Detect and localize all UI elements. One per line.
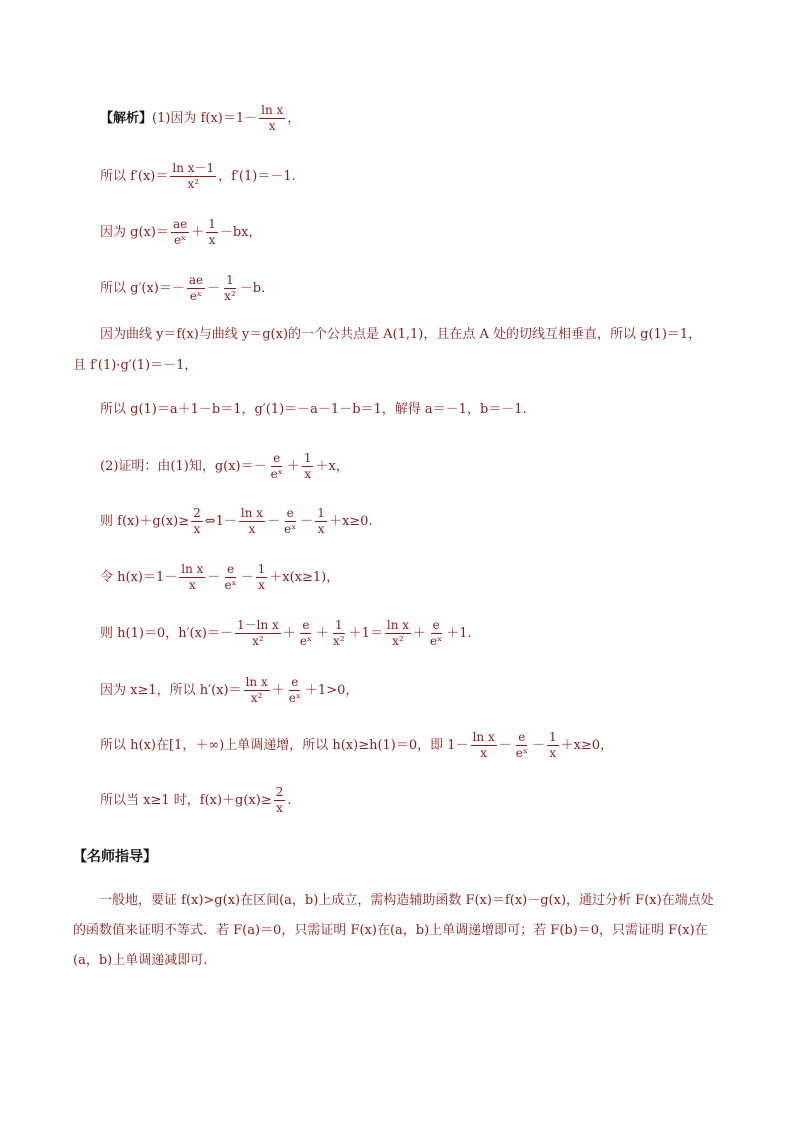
fraction: $\frac{2}{x}$ (275, 785, 284, 815)
text: ＋ (282, 625, 296, 641)
text: ＋ (271, 682, 285, 698)
text: ＋x≥0， (560, 737, 614, 753)
solution-line-14 (100, 786, 292, 815)
text: 且 f′(1)·g′(1)＝－1， (73, 358, 198, 373)
fraction: $\frac{1}{\text{x²}}$ (224, 273, 236, 303)
text: ＋1. (446, 625, 472, 641)
text: ＋ (413, 625, 427, 641)
fraction: $\frac{\text{ln x}}{x}$ (472, 730, 495, 760)
fraction: $\frac{e}{\text{eˣ}}$ (430, 618, 443, 648)
fraction: $\frac{e}{\text{eˣ}}$ (299, 618, 312, 648)
fraction: $\frac{1}{x}$ (257, 562, 266, 592)
text: ＋x， (315, 458, 349, 474)
text: ，f′(1)＝－1. (218, 168, 296, 184)
text: － (498, 737, 512, 753)
solution-line-8 (100, 452, 349, 481)
text: 因为 g(x)＝ (100, 224, 169, 240)
fraction: $\frac{2}{x}$ (193, 506, 201, 536)
fraction: $\frac{\text{ln x－1}}{\text{x²}}$ (172, 161, 215, 191)
solution-line-1 (100, 104, 300, 133)
text: (1)因为 f(x)＝1－ (152, 110, 258, 126)
fraction: $\frac{1}{x}$ (317, 506, 325, 536)
solution-label: 【解析】 (100, 110, 153, 126)
solution-line-13 (100, 731, 613, 760)
fraction: $\frac{\text{ln x}}{x}$ (181, 562, 204, 592)
fraction: $\frac{\text{ln x}}{x}$ (240, 506, 264, 536)
solution-line-4 (100, 274, 265, 303)
guide-paragraph: 一般地，要证 f(x)>g(x)在区间(a，b)上成立，需构造辅助函数 F(x)＝f(x)－g(x)，通过分析 F(x)在端点处的函数值来证明不等式．若 F(a)＝0，只需证明 F(x)在(a，b)上单调递增即可；若 F(b)＝0，只需证明 F(x)在(a，b)上单调递减即可. (73, 893, 714, 968)
guide-heading: 【名师指导】 (73, 849, 157, 865)
text: ＋1>0， (304, 682, 359, 698)
solution-line-10 (100, 563, 339, 592)
text: 则 f(x)＋g(x)≥ (100, 513, 190, 529)
fraction: $\frac{\text{ln x}}{\text{x²}}$ (386, 618, 410, 648)
text: (2)证明：由(1)知，g(x)＝－ (100, 458, 267, 474)
text: 所以当 x≥1 时，f(x)＋g(x)≥ (100, 792, 272, 808)
text: 所以 g′(x)＝－ (100, 280, 185, 296)
text: 所以 g(1)＝a＋1－b＝1，g′(1)＝－a－1－b＝1，解得 a＝－1，b＝－1. (100, 402, 527, 417)
fraction: $\frac{e}{\text{eˣ}}$ (270, 451, 283, 481)
fraction: $\frac{ae}{\text{eˣ}}$ (188, 273, 204, 303)
text: ＋ (286, 458, 300, 474)
text: ＋ (191, 224, 205, 240)
fraction: $\frac{1}{x}$ (303, 451, 312, 481)
text: － (207, 569, 221, 585)
text: － (267, 513, 281, 529)
solution-line-7 (100, 401, 527, 419)
text: － (300, 513, 314, 529)
text: . (287, 792, 292, 808)
fraction: $\frac{e}{\text{eˣ}}$ (515, 730, 528, 760)
text: ＋x(x≥1)， (269, 569, 340, 585)
text: 因为 x≥1，所以 h′(x)＝ (100, 682, 242, 698)
text: － (531, 737, 545, 753)
solution-line-3 (100, 218, 262, 247)
solution-line-9 (100, 507, 373, 536)
fraction: $\frac{1}{x}$ (548, 730, 557, 760)
text: －bx， (219, 224, 262, 240)
solution-line-5 (100, 326, 701, 344)
solution-line-6 (73, 357, 197, 375)
fraction: $\frac{\text{1－ln x}}{\text{x²}}$ (237, 618, 279, 648)
fraction: $\frac{e}{\text{eˣ}}$ (284, 506, 297, 536)
fraction: $\frac{ae}{\text{eˣ}}$ (172, 217, 188, 247)
text: － (240, 569, 254, 585)
text: 令 h(x)＝1－ (100, 569, 178, 585)
text: －b. (239, 280, 266, 296)
text: ＋x≥0. (328, 513, 373, 529)
text: ＋ (316, 625, 330, 641)
text: ， (287, 110, 301, 126)
solution-line-2 (100, 162, 296, 191)
text: 因为曲线 y＝f(x)与曲线 y＝g(x)的一个公共点是 A(1,1)，且在点 A 处的切线互相垂直，所以 g(1)＝1， (100, 327, 702, 342)
text: 所以 h(x)在[1，＋∞)上单调递增，所以 h(x)≥h(1)＝0，即 1－ (100, 737, 469, 753)
text: ⇔1－ (204, 513, 237, 529)
solution-line-11 (100, 619, 472, 648)
fraction: $\frac{\text{ln x}}{x}$ (261, 103, 284, 133)
fraction: $\frac{e}{\text{eˣ}}$ (288, 675, 301, 705)
fraction: $\frac{\text{ln x}}{\text{x²}}$ (245, 675, 268, 705)
text: 所以 f′(x)＝ (100, 168, 169, 184)
text: － (207, 280, 221, 296)
fraction: $\frac{e}{\text{eˣ}}$ (224, 562, 237, 592)
text: 则 h(1)＝0，h′(x)＝－ (100, 625, 233, 641)
fraction: $\frac{1}{x}$ (208, 217, 216, 247)
solution-line-12 (100, 676, 358, 705)
text: ＋1＝ (348, 625, 383, 641)
fraction: $\frac{1}{\text{x²}}$ (333, 618, 345, 648)
